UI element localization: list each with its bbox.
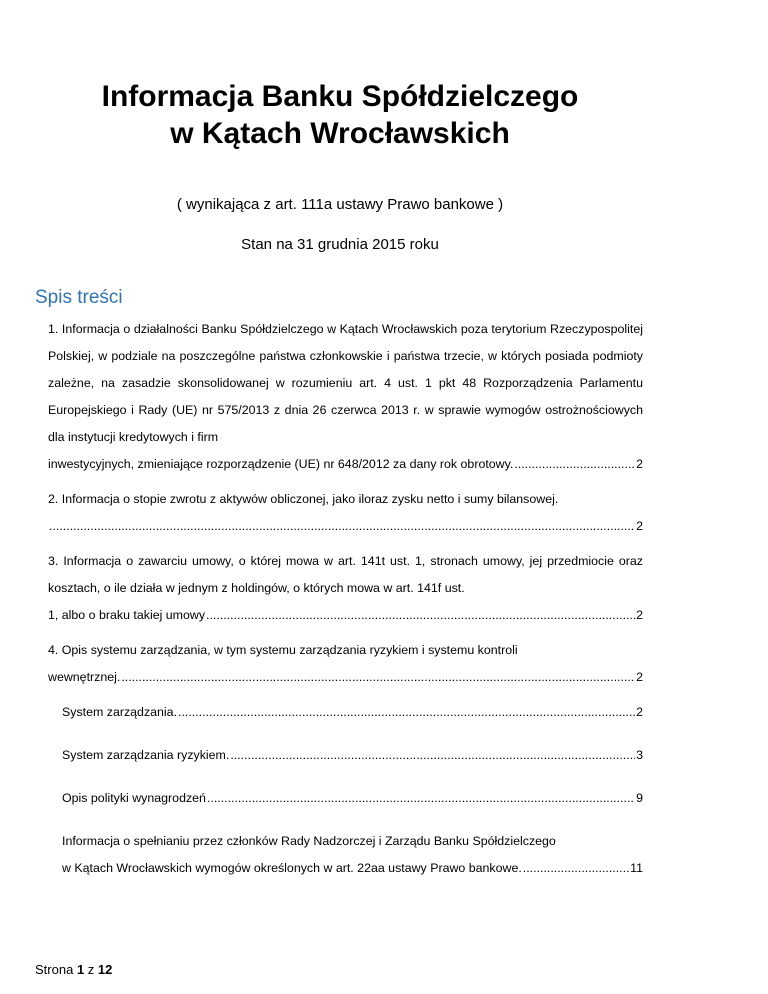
toc-entry-1[interactable] — [48, 316, 643, 478]
toc-page-number: 9 — [636, 791, 643, 805]
dot-leader — [514, 451, 635, 478]
toc-entry-text: Informacja o spełnianiu przez członków Rady Nadzorczej i Zarządu Banku Spółdzielczego — [62, 834, 556, 848]
toc-entry-lastline — [48, 513, 643, 540]
dot-leader — [121, 664, 635, 691]
toc-entry-4[interactable] — [48, 637, 643, 691]
dot-leader — [49, 513, 635, 540]
toc-page-number: 2 — [636, 608, 643, 622]
dot-leader — [206, 602, 635, 629]
toc-entry-lastline — [48, 451, 643, 478]
document-title — [0, 78, 680, 152]
toc-entry-text-end: Opis polityki wynagrodzeń — [62, 791, 206, 805]
toc-entry-lastline — [62, 785, 643, 812]
dot-leader — [230, 742, 635, 769]
toc-entry-text: 2. Informacja o stopie zwrotu z aktywów obliczonej, jako iloraz zysku netto i sumy bilansowej. — [48, 492, 559, 506]
toc-entry-text: 3. Informacja o zawarciu umowy, o której mowa w art. 141t ust. 1, stronach umowy, jej przedmiocie oraz kosztach, o ile działa w jednym z holdingów, o których mowa w art. 141f ust. — [48, 554, 643, 595]
toc-entry-text: 1. Informacja o działalności Banku Spółdzielczego w Kątach Wrocławskich poza terytorium Rzeczypospolitej Polskiej, w podziale na poszczególne państwa członkowskie i państwa trzecie, w których posiada podmioty zależne, na zasadzie skonsolidowanej w rozumieniu art. 4 ust. 1 pkt 48 Rozporządzenia Parlamentu Europejskiego i Rady (UE) nr 575/2013 z dnia 26 czerwca 2013 r. w sprawie wymogów ostrożnościowych dla instytucji kredytowych i firm — [48, 322, 643, 444]
document-date: Stan na 31 grudnia 2015 roku — [241, 236, 439, 253]
toc-page-number: 3 — [636, 748, 643, 762]
footer-current-page: 1 — [76, 962, 85, 977]
toc-entry-text: 4. Opis systemu zarządzania, w tym systemu zarządzania ryzykiem i systemu kontroli — [48, 643, 518, 657]
toc-entry-text-end: System zarządzania. — [62, 705, 178, 719]
toc-page-number: 11 — [630, 861, 643, 875]
toc-subentry-polityka-wynagrodzen[interactable] — [62, 785, 643, 812]
document-subtitle: ( wynikająca z art. 111a ustawy Prawo bankowe ) — [176, 196, 504, 213]
toc-entry-lastline — [48, 664, 643, 691]
toc-entry-text-end: w Kątach Wrocławskich wymogów określonych w art. 22aa ustawy Prawo bankowe. — [62, 861, 522, 875]
dot-leader — [523, 855, 629, 882]
toc-page-number: 2 — [636, 670, 643, 684]
toc-page-number: 2 — [636, 519, 643, 533]
footer-total-pages: 12 — [97, 962, 113, 977]
toc-entry-lastline — [48, 602, 643, 629]
toc-entry-3[interactable] — [48, 548, 643, 629]
footer-label: Strona — [35, 962, 74, 977]
toc-heading: Spis treści — [35, 287, 123, 308]
toc-entry-lastline — [62, 855, 643, 882]
toc-entry-text-end: System zarządzania ryzykiem. — [62, 748, 230, 762]
toc-subentry-informacja-o-spelnianiu[interactable] — [62, 828, 643, 882]
title-line-1: Informacja Banku Spółdzielczego — [101, 80, 579, 113]
toc-entry-text-end: 1, albo o braku takiej umowy — [48, 608, 206, 622]
dot-leader — [207, 785, 635, 812]
toc-entry-lastline — [62, 742, 643, 769]
toc-subentry-system-zarzadzania-ryzykiem[interactable] — [62, 742, 643, 769]
toc-entry-text-end: inwestycyjnych, zmieniające rozporządzenie (UE) nr 648/2012 za dany rok obrotowy. — [48, 457, 514, 471]
table-of-contents — [48, 316, 643, 890]
title-line-2: w Kątach Wrocławskich — [170, 117, 510, 150]
toc-subentry-system-zarzadzania[interactable] — [62, 699, 643, 726]
toc-entry-lastline — [62, 699, 643, 726]
footer-of: z — [87, 962, 95, 977]
toc-entry-2[interactable] — [48, 486, 643, 540]
toc-page-number: 2 — [636, 457, 643, 471]
dot-leader — [178, 699, 635, 726]
toc-entry-text-end: wewnętrznej. — [48, 670, 121, 684]
toc-page-number: 2 — [636, 705, 643, 719]
page-footer — [35, 962, 112, 977]
